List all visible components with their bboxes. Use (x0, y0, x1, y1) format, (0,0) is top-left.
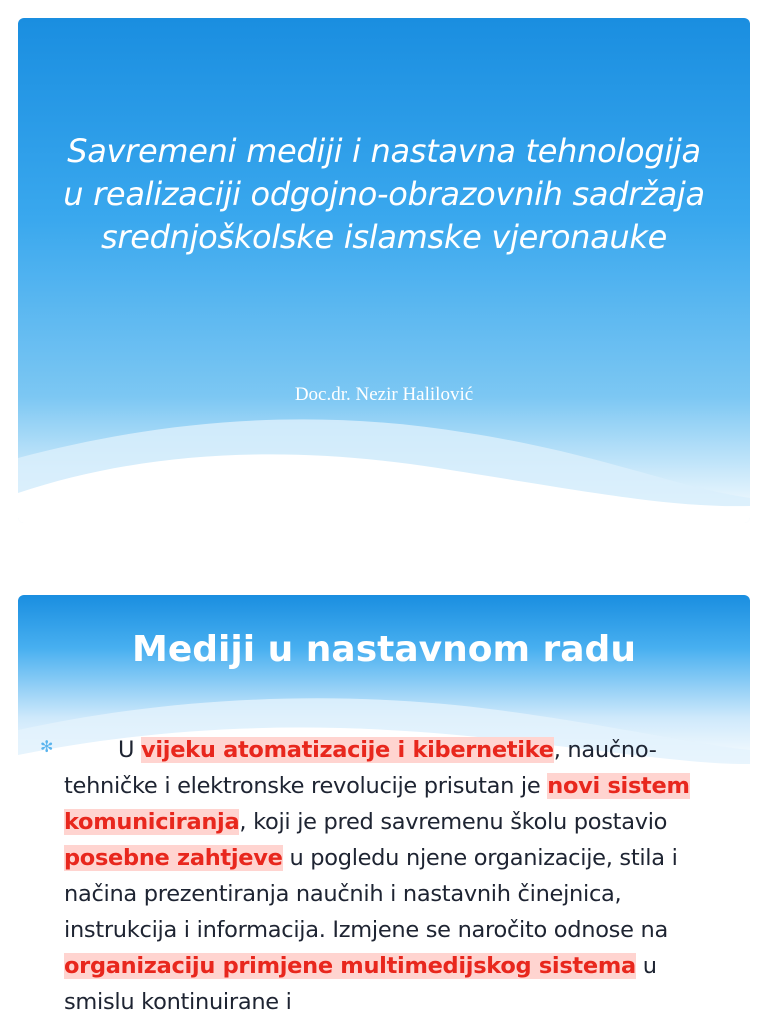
highlight-text: vijeku atomatizacije i kibernetike (141, 737, 554, 763)
slide-heading: Mediji u nastavnom radu (132, 629, 636, 670)
paragraph-text: u smislu kontinuirane i (64, 953, 657, 1015)
bullet-paragraph (64, 732, 724, 1020)
paragraph-text: , naučno-tehničke i elektronske revolucije prisutan je (64, 737, 657, 799)
author-name: Doc.dr. Nezir Halilović (294, 384, 474, 405)
title-line: u realizaciji odgojno-obrazovnih sadržaja (63, 175, 705, 213)
paragraph-text: u pogledu njene organizacije, stila i načina prezentiranja naučnih i nastavnih činejnica, instrukcija i informacija. Izmjene se naročito odnose na (64, 845, 678, 943)
wave-decoration (18, 398, 750, 523)
highlight-text: posebne zahtjeve (64, 845, 283, 871)
content-slide (18, 595, 750, 1035)
title-slide (18, 18, 750, 523)
slide-title (28, 130, 740, 259)
title-line: srednjoškolske islamske vjeronauke (100, 218, 668, 256)
title-line: Savremeni mediji i nastavna tehnologija (67, 132, 701, 170)
paragraph-text: , koji je pred savremenu školu postavio (239, 809, 668, 835)
highlight-text: organizaciju primjene multimedijskog sistema (64, 953, 636, 979)
highlight-text: novi sistem komuniciranja (64, 773, 690, 835)
paragraph-text: U (118, 737, 142, 763)
asterisk-bullet-icon: ✻ (40, 737, 54, 756)
